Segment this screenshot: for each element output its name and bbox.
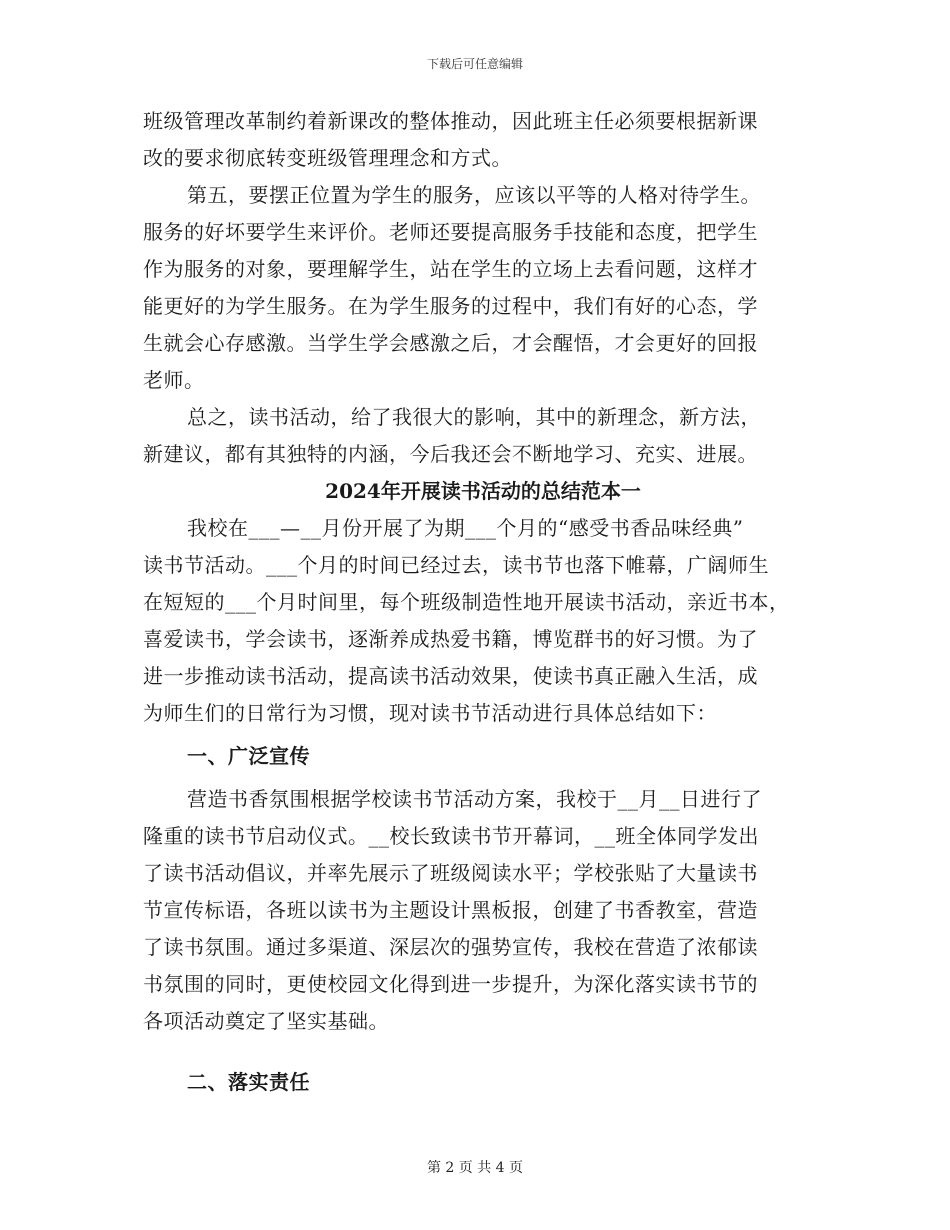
text-line: 营造书香氛围根据学校读书节活动方案，我校于__月__日进行了 [187,787,762,811]
text-line: 第五，要摆正位置为学生的服务，应该以平等的人格对待学生。 [187,183,761,207]
text-line: 我校在___—__月份开展了为期___个月的“感受书香品味经典” [187,516,744,540]
text-line: 喜爱读书，学会读书，逐渐养成热爱书籍，博览群书的好习惯。为了 [143,627,758,651]
text-line: 班级管理改革制约着新课改的整体推动，因此班主任必须要根据新课 [143,109,758,133]
text-line: 新建议，都有其独特的内涵，今后我还会不断地学习、充实、进展。 [143,442,758,466]
section-heading: 二、落实责任 [187,1070,310,1094]
text-line: 了读书活动倡议，并率先展示了班级阅读水平；学校张贴了大量读书 [143,861,758,885]
text-line: 为师生们的日常行为习惯，现对读书节活动进行具体总结如下： [143,701,717,725]
text-line: 在短短的___个月时间里，每个班级制造性地开展读书活动，亲近书本， [143,590,790,614]
text-line: 作为服务的对象，要理解学生，站在学生的立场上去看问题，这样才 [143,257,758,281]
text-line: 服务的好坏要学生来评价。老师还要提高服务手技能和态度，把学生 [143,220,758,244]
text-line: 节宣传标语，各班以读书为主题设计黑板报，创建了书香教室，营造 [143,898,758,922]
text-line: 书氛围的同时，更使校园文化得到进一步提升，为深化落实读书节的 [143,972,758,996]
text-line: 各项活动奠定了坚实基础。 [143,1009,389,1033]
text-line: 老师。 [143,368,205,392]
text-line: 生就会心存感激。当学生学会感激之后，才会醒悟，才会更好的回报 [143,331,758,355]
text-line: 总之，读书活动，给了我很大的影响，其中的新理念，新方法， [187,405,761,429]
page-header: 下载后可任意编辑 [426,57,523,71]
text-line: 了读书氛围。通过多渠道、深层次的强势宣传，我校在营造了浓郁读 [143,935,758,959]
text-line: 改的要求彻底转变班级管理理念和方式。 [143,146,512,170]
text-line: 能更好的为学生服务。在为学生服务的过程中，我们有好的心态，学 [143,294,758,318]
text-line: 读书节活动。___个月的时间已经过去，读书节也落下帷幕，广阔师生 [143,553,769,577]
page-footer: 第 2 页 共 4 页 [426,1160,524,1176]
document-body [143,103,823,1101]
section-title: 2024年开展读书活动的总结范本一 [325,479,641,503]
text-line: 进一步推动读书活动，提高读书活动效果，使读书真正融入生活，成 [143,664,758,688]
section-heading: 一、广泛宣传 [187,744,310,768]
text-line: 隆重的读书节启动仪式。__校长致读书节开幕词，__班全体同学发出 [143,824,759,848]
